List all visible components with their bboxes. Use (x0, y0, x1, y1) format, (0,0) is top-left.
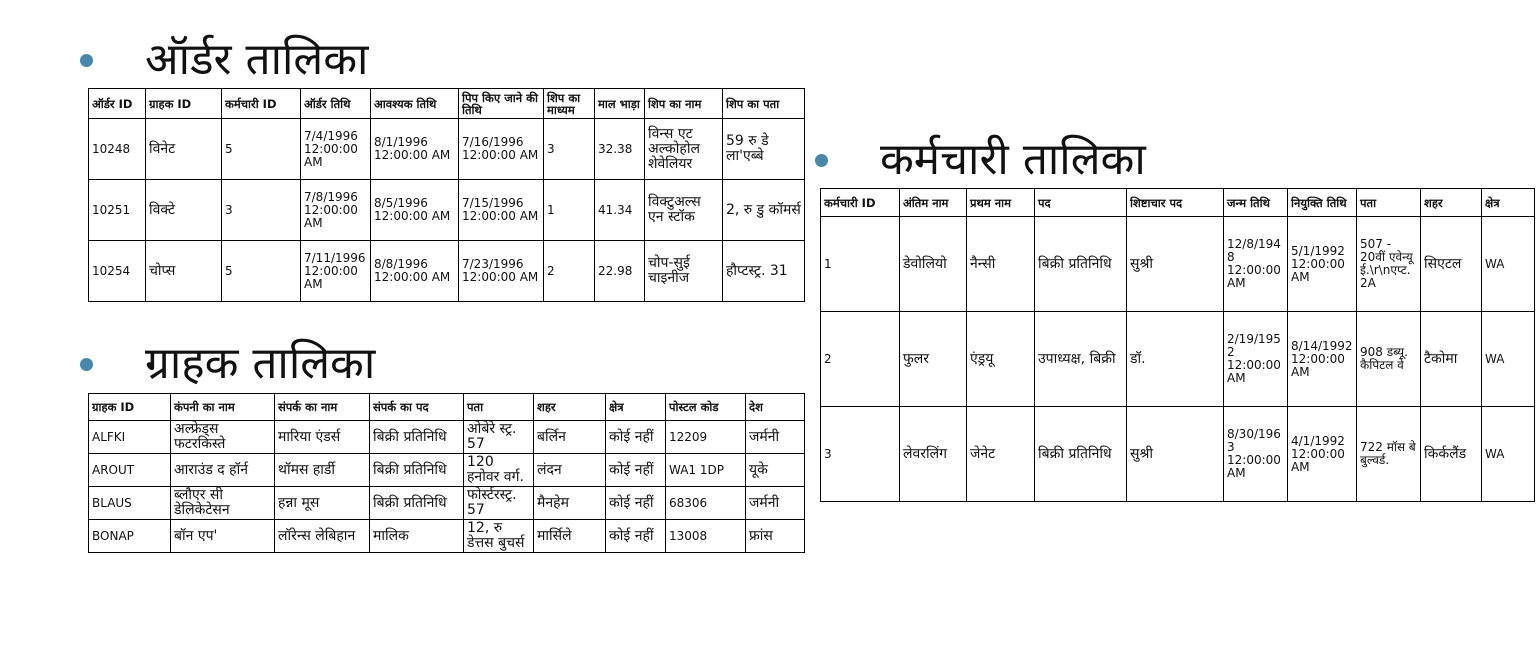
column-header: शिप का माध्यम (544, 89, 595, 119)
table-cell: 1 (544, 180, 595, 241)
table-cell: 8/5/1996 12:00:00 AM (371, 180, 459, 241)
table-body (89, 421, 805, 553)
table-cell: WA (1482, 312, 1535, 407)
table-cell: ALFKI (89, 421, 171, 454)
table-cell: 10251 (89, 180, 146, 241)
table-cell: 13008 (666, 520, 746, 553)
table-cell: चोप्स (146, 241, 222, 302)
table-cell: 8/8/1996 12:00:00 AM (371, 241, 459, 302)
table-cell: विनेट (146, 119, 222, 180)
table-cell: 7/16/1996 12:00:00 AM (459, 119, 544, 180)
column-header: ऑर्डर तिथि (301, 89, 371, 119)
table-cell: बिक्री प्रतिनिधि (370, 421, 464, 454)
table-row (821, 312, 1535, 407)
table-cell: चोप-सुई चाइनीज (645, 241, 723, 302)
table-row (821, 217, 1535, 312)
bullet-icon (80, 358, 93, 371)
customers-title: ग्राहक तालिका (145, 338, 376, 389)
table-cell: BLAUS (89, 487, 171, 520)
table-cell: बर्लिन (534, 421, 606, 454)
column-header: कर्मचारी ID (821, 189, 900, 217)
table-cell: यूके (746, 454, 805, 487)
table-row (89, 487, 805, 520)
employees-table (820, 188, 1535, 502)
table-cell: 8/1/1996 12:00:00 AM (371, 119, 459, 180)
table-cell: सिएटल (1421, 217, 1482, 312)
table-cell: 5 (222, 241, 301, 302)
table-cell: 7/8/1996 12:00:00 AM (301, 180, 371, 241)
column-header: देश (746, 394, 805, 421)
column-header: क्षेत्र (606, 394, 666, 421)
table-cell: 59 रु डे ला'एब्बे (723, 119, 805, 180)
column-header: प्रथम नाम (967, 189, 1035, 217)
column-header: नियुक्ति तिथि (1288, 189, 1357, 217)
column-header: कर्मचारी ID (222, 89, 301, 119)
table-row (89, 119, 805, 180)
table-cell: 7/11/1996 12:00:00 AM (301, 241, 371, 302)
table-cell: सुश्री (1127, 407, 1224, 502)
table-row (89, 454, 805, 487)
employees-section-title (815, 134, 1146, 185)
table-cell: 908 डब्यू. कैपिटल वे (1357, 312, 1421, 407)
table-cell: 2/19/1952 12:00:00 AM (1224, 312, 1288, 407)
table-cell: लॉरेन्स लेबिहान (275, 520, 370, 553)
table-cell: 4/1/1992 12:00:00 AM (1288, 407, 1357, 502)
table-cell: थॉमस हार्डी (275, 454, 370, 487)
column-header: शिप का नाम (645, 89, 723, 119)
table-cell: 2 (821, 312, 900, 407)
table-row (89, 520, 805, 553)
table-cell: किर्कलैंड (1421, 407, 1482, 502)
table-cell: टैकोमा (1421, 312, 1482, 407)
table-row (89, 180, 805, 241)
orders-section-title (80, 34, 369, 85)
table-cell: 1 (821, 217, 900, 312)
table-cell: एंड्रयू (967, 312, 1035, 407)
header-row (89, 394, 805, 421)
column-header: ग्राहक ID (146, 89, 222, 119)
column-header: माल भाड़ा (595, 89, 645, 119)
table-cell: 68306 (666, 487, 746, 520)
column-header: शहर (1421, 189, 1482, 217)
column-header: शहर (534, 394, 606, 421)
table-cell: मारिया एंडर्स (275, 421, 370, 454)
table-cell: 3 (222, 180, 301, 241)
table-cell: 7/23/1996 12:00:00 AM (459, 241, 544, 302)
table-cell: विन्स एट अल्कोहोल शेवेलियर (645, 119, 723, 180)
table-cell: 32.38 (595, 119, 645, 180)
table-cell: लेवरलिंग (900, 407, 967, 502)
column-header: शिष्टाचार पद (1127, 189, 1224, 217)
table-cell: डॉ. (1127, 312, 1224, 407)
table-body (821, 217, 1535, 502)
table-cell: 8/30/1963 12:00:00 AM (1224, 407, 1288, 502)
table-cell: बिक्री प्रतिनिधि (1035, 217, 1127, 312)
table-cell: 7/15/1996 12:00:00 AM (459, 180, 544, 241)
column-header: पता (1357, 189, 1421, 217)
table-header (821, 189, 1535, 217)
table-cell: कोई नहीं (606, 487, 666, 520)
table-cell: 10254 (89, 241, 146, 302)
table-cell: 2 (544, 241, 595, 302)
table-cell: 3 (544, 119, 595, 180)
column-header: पता (464, 394, 534, 421)
table-cell: 12/8/1948 12:00:00 AM (1224, 217, 1288, 312)
table-header (89, 89, 805, 119)
header-row (821, 189, 1535, 217)
table-cell: ब्लौएर सी डेलिकेटेसन (171, 487, 275, 520)
table-cell: जर्मनी (746, 487, 805, 520)
table-row (89, 241, 805, 302)
table-cell: हन्ना मूस (275, 487, 370, 520)
bullet-icon (815, 154, 828, 167)
column-header: पद (1035, 189, 1127, 217)
table-cell: मालिक (370, 520, 464, 553)
table-cell: हौप्टस्ट्र. 31 (723, 241, 805, 302)
table-cell: बॉन एप' (171, 520, 275, 553)
table-cell: फ्रांस (746, 520, 805, 553)
column-header: कंपनी का नाम (171, 394, 275, 421)
column-header: पोस्टल कोड (666, 394, 746, 421)
table-cell: 8/14/1992 12:00:00 AM (1288, 312, 1357, 407)
table-cell: 12209 (666, 421, 746, 454)
table-cell: बिक्री प्रतिनिधि (370, 487, 464, 520)
table-cell: 120 हनोवर वर्ग. (464, 454, 534, 487)
column-header: ग्राहक ID (89, 394, 171, 421)
table-cell: कोई नहीं (606, 421, 666, 454)
table-cell: लंदन (534, 454, 606, 487)
bullet-icon (80, 54, 93, 67)
column-header: आवश्यक तिथि (371, 89, 459, 119)
table-cell: 22.98 (595, 241, 645, 302)
table-cell: WA1 1DP (666, 454, 746, 487)
table-cell: WA (1482, 217, 1535, 312)
table-cell: 5 (222, 119, 301, 180)
table-cell: BONAP (89, 520, 171, 553)
table-cell: अल्फ्रेड्स फटरकिस्ते (171, 421, 275, 454)
table-row (821, 407, 1535, 502)
header-row (89, 89, 805, 119)
table-cell: ओबेरे स्ट्र. 57 (464, 421, 534, 454)
table-cell: 7/4/1996 12:00:00 AM (301, 119, 371, 180)
table-cell: डेवोलियो (900, 217, 967, 312)
table-cell: सुश्री (1127, 217, 1224, 312)
customers-table (88, 393, 805, 553)
table-cell: मैनहेम (534, 487, 606, 520)
table-cell: WA (1482, 407, 1535, 502)
column-header: संपर्क का नाम (275, 394, 370, 421)
table-row (89, 421, 805, 454)
table-cell: 3 (821, 407, 900, 502)
column-header: ऑर्डर ID (89, 89, 146, 119)
table-cell: बिक्री प्रतिनिधि (370, 454, 464, 487)
orders-table (88, 88, 805, 302)
table-cell: 507 - 20वीं एवेन्यू ई.\r\nएप्ट. 2A (1357, 217, 1421, 312)
column-header: अंतिम नाम (900, 189, 967, 217)
table-cell: 10248 (89, 119, 146, 180)
column-header: क्षेत्र (1482, 189, 1535, 217)
table-cell: विक्टुअल्स एन स्टॉक (645, 180, 723, 241)
table-cell: 5/1/1992 12:00:00 AM (1288, 217, 1357, 312)
table-cell: 722 मॉस बे बुल्वर्ड. (1357, 407, 1421, 502)
table-cell: विक्टे (146, 180, 222, 241)
table-cell: कोई नहीं (606, 520, 666, 553)
table-cell: 12, रु डेत्तस बुचर्स (464, 520, 534, 553)
table-body (89, 119, 805, 302)
column-header: पिप किए जाने की तिथि (459, 89, 544, 119)
table-cell: नैन्सी (967, 217, 1035, 312)
table-cell: जेनेट (967, 407, 1035, 502)
table-cell: जर्मनी (746, 421, 805, 454)
table-cell: फोर्स्टरस्ट्र. 57 (464, 487, 534, 520)
table-cell: मार्सिले (534, 520, 606, 553)
column-header: जन्म तिथि (1224, 189, 1288, 217)
orders-title: ऑर्डर तालिका (145, 34, 369, 85)
employees-title: कर्मचारी तालिका (880, 134, 1146, 185)
table-cell: फुलर (900, 312, 967, 407)
table-header (89, 394, 805, 421)
table-cell: कोई नहीं (606, 454, 666, 487)
table-cell: आराउंड द हॉर्न (171, 454, 275, 487)
table-cell: बिक्री प्रतिनिधि (1035, 407, 1127, 502)
column-header: संपर्क का पद (370, 394, 464, 421)
column-header: शिप का पता (723, 89, 805, 119)
customers-section-title (80, 338, 376, 389)
table-cell: उपाध्यक्ष, बिक्री (1035, 312, 1127, 407)
table-cell: AROUT (89, 454, 171, 487)
table-cell: 2, रु डु कॉमर्स (723, 180, 805, 241)
table-cell: 41.34 (595, 180, 645, 241)
